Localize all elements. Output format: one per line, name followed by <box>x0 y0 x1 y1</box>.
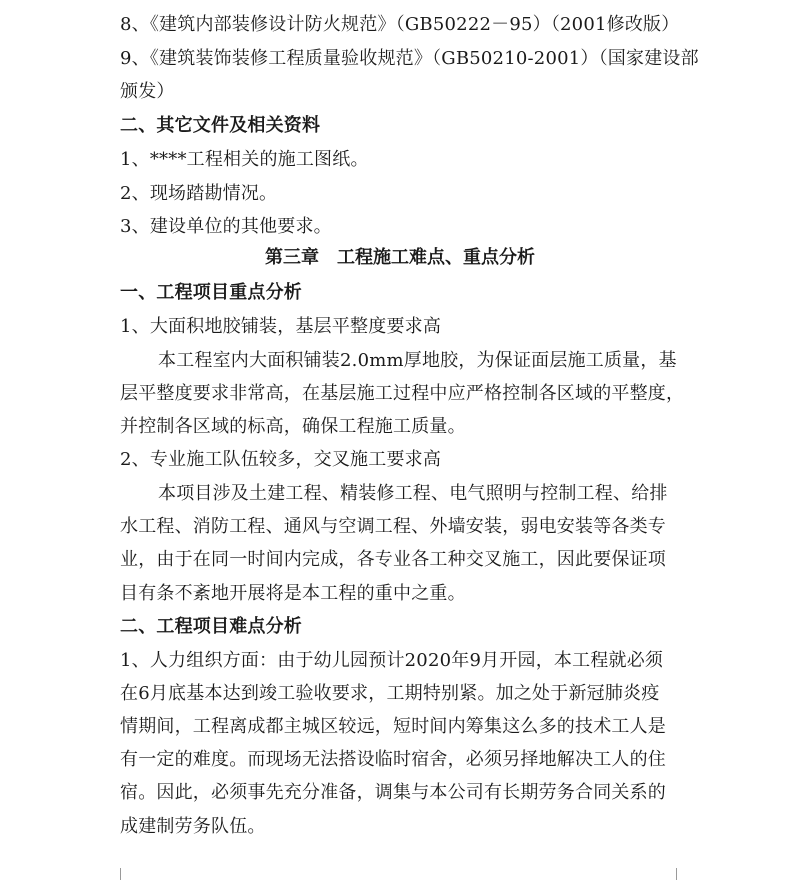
difficulty-1-paragraph-line: 有一定的难度。而现场无法搭设临时宿舍，必须另择地解决工人的住 <box>120 749 666 770</box>
key-point-1-paragraph-line: 层平整度要求非常高，在基层施工过程中应严格控制各区域的平整度， <box>120 383 685 404</box>
key-point-2-paragraph-line: 业，由于在同一时间内完成，各专业各工种交叉施工，因此要保证项 <box>120 549 666 570</box>
difficulty-1-paragraph-line: 成建制劳务队伍。 <box>120 816 266 837</box>
section-heading-key-points: 一、工程项目重点分析 <box>120 282 302 303</box>
document-item-1: 1、****工程相关的施工图纸。 <box>120 149 369 170</box>
key-point-1-paragraph-line: 并控制各区域的标高，确保工程施工质量。 <box>120 416 466 437</box>
key-point-2-paragraph-line: 本项目涉及土建工程、精装修工程、电气照明与控制工程、给排 <box>158 483 668 504</box>
difficulty-1-paragraph-line: 宿。因此，必须事先充分准备，调集与本公司有长期劳务合同关系的 <box>120 782 666 803</box>
page-margin-marker-left <box>94 868 121 880</box>
section-heading-difficulties: 二、工程项目难点分析 <box>120 616 302 637</box>
key-point-1-paragraph-line: 本工程室内大面积铺装2.0mm厚地胶，为保证面层施工质量，基 <box>158 350 677 371</box>
difficulty-1-paragraph-line: 1、人力组织方面：由于幼儿园预计2020年9月开园，本工程就必须 <box>120 650 664 671</box>
key-point-2-paragraph-line: 目有条不紊地开展将是本工程的重中之重。 <box>120 583 466 604</box>
page-margin-marker-right <box>676 868 703 880</box>
key-point-1-title: 1、大面积地胶铺装，基层平整度要求高 <box>120 316 442 337</box>
key-point-2-title: 2、专业施工队伍较多，交叉施工要求高 <box>120 449 442 470</box>
document-item-3: 3、建设单位的其他要求。 <box>120 216 332 237</box>
section-heading-other-documents: 二、其它文件及相关资料 <box>120 115 321 136</box>
reference-item-9-continued: 颁发） <box>120 81 175 102</box>
document-item-2: 2、现场踏勘情况。 <box>120 183 278 204</box>
key-point-2-paragraph-line: 水工程、消防工程、通风与空调工程、外墙安装，弱电安装等各类专 <box>120 516 666 537</box>
difficulty-1-paragraph-line: 情期间，工程离成都主城区较远，短时间内筹集这么多的技术工人是 <box>120 716 666 737</box>
reference-item-9: 9、《建筑装饰装修工程质量验收规范》（GB50210-2001）（国家建设部 <box>120 48 699 69</box>
difficulty-1-paragraph-line: 在6月底基本达到竣工验收要求，工期特别紧。加之处于新冠肺炎疫 <box>120 683 660 704</box>
chapter-title: 第三章 工程施工难点、重点分析 <box>265 247 535 268</box>
reference-item-8: 8、《建筑内部装修设计防火规范》（GB50222－95）（2001修改版） <box>120 14 680 35</box>
